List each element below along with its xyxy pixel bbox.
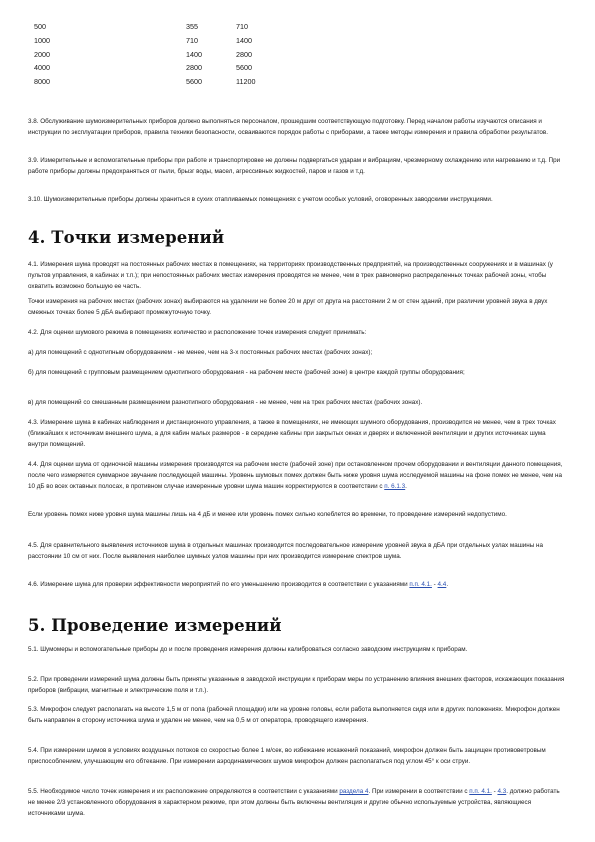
table-cell: 710 (236, 22, 248, 31)
paragraph-4-1-points: Точки измерения на рабочих местах (рабочих зонах) выбираются на удалении не более 20 м друг от друга на расстоянии 2 м от стен зданий, при различии уровней звука в двух смежных точках более 5 дБА выбирают промежуточную точку. (28, 298, 548, 316)
link-p-4-1-b[interactable]: п.п. 4.1. (469, 788, 492, 795)
table-cell: 2000 (34, 49, 50, 59)
table-row (34, 75, 296, 89)
table-cell: 11200 (236, 77, 256, 87)
paragraph-4-2-a: а) для помещений с однотипным оборудованием - не менее, чем на 3-х постоянных рабочих местах (рабочих зонах); (28, 349, 373, 356)
paragraph-4-1: 4.1. Измерения шума проводят на постоянных рабочих местах в помещениях, на территориях производственных предприятий, на производственных сооружениях и в машинах (у пультов управления, в кабинах и т.п.); при непостоянных рабочих местах измерения проводятся не менее, чем в трех равномерно распределенных точках рабочей зоны, чтобы охватить возможно большую ее часть. (28, 261, 553, 290)
link-p-6-1-3[interactable]: п. 6.1.3 (384, 482, 406, 490)
table-cell: 4000 (34, 63, 50, 73)
table-cell: 5600 (186, 77, 202, 87)
table-cell: 2800 (186, 63, 202, 73)
table-cell: 1000 (34, 35, 50, 45)
table-row (34, 34, 296, 48)
section-4-heading: 4. Точки измерений (28, 228, 225, 247)
paragraph-5-4: 5.4. При измерении шумов в условиях воздушных потоков со скоростью более 1 м/сек, во избежание искажений показаний, микрофон должен быть защищен противоветровым приспособлением, улучшающим его обтекание. При измерении аэродинамических шумов микрофон должен располагаться под углом 45° к оси струи. (28, 747, 546, 765)
table-row (34, 48, 296, 62)
paragraph-3-9: 3.9. Измерительные и вспомогательные приборы при работе и транспортировке не должны подвергаться ударам и вибрациям, чрезмерному охлаждению или нагреванию и т.д. При работе приборы должны предохраняться от пыли, брызг воды, масел, агрессивных жидкостей, паров и газов и т.д. (28, 157, 561, 175)
paragraph-5-2: 5.2. При проведении измерений шума должны быть приняты указанные в заводской инструкции к приборам меры по устранению влияния внешних факторов, искажающих показания приборов (вибрации, магнитные и электрические поля и т.п.). (28, 676, 565, 694)
table-cell: 2800 (236, 49, 252, 59)
paragraph-3-8: 3.8. Обслуживание шумоизмерительных приборов должно выполняться персоналом, прошедшим соответствующую подготовку. Перед началом работы изучаются описания и инструкции по эксплуатации приборов, правила техники безопасности, осваиваются порядок работы с приборами, а также методы измерения и правила обработки результатов. (28, 118, 548, 136)
paragraph-4-4-note: Если уровень помех ниже уровня шума машины лишь на 4 дБ и менее или уровень помех сильно колеблется во времени, то проведение измерений недопустимо. (28, 511, 507, 518)
paragraph-5-3: 5.3. Микрофон следует располагать на высоте 1,5 м от пола (рабочей площадки) или на уровне головы, если работа выполняется сидя или в других положениях. Микрофон должен быть направлен в сторону источника шума и удален не менее, чем на 0,5 м от оператора, проводящего измерения. (28, 706, 560, 724)
paragraph-4-5: 4.5. Для сравнительного выявления источников шума в отдельных машинах производится последовательное измерение уровней звука в дБА при отдельных узлах машины на расстоянии 10 см от них. После выявления наиболее шумных узлов машины при них производится измерение спектров шума. (28, 542, 544, 560)
paragraph-4-4 (28, 460, 566, 493)
link-p-4-3[interactable]: 4.3 (497, 788, 507, 795)
link-p-4-1[interactable]: п.п. 4.1. (409, 581, 432, 588)
paragraph-4-2: 4.2. Для оценки шумового режима в помещениях количество и расположение точек измерения следует принимать: (28, 329, 367, 336)
table-cell: 5600 (236, 63, 252, 73)
table-cell: 710 (186, 35, 198, 45)
link-section-4[interactable]: раздела 4 (339, 788, 369, 795)
paragraph-4-2-c: в) для помещений со смешанным размещением разнотипного оборудования - не менее, чем на трех рабочих местах (рабочих зонах). (28, 399, 423, 406)
paragraph-4-4-end: . (405, 482, 407, 490)
table-row (34, 61, 296, 75)
table-cell: 500 (34, 22, 46, 31)
octave-band-table (34, 20, 296, 89)
paragraph-4-2-b: б) для помещений с групповым размещением однотипного оборудования - на рабочем месте (рабочей зоне) в центре каждой группы оборудования; (28, 369, 465, 376)
paragraph-4-3: 4.3. Измерение шума в кабинах наблюдения и дистанционного управления, а также в помещениях, не имеющих шумного оборудования, производится не менее, чем в трех точках (ближайших к источникам внешнего шума, а для кабин малых размеров - в середине кабины при закрытых окнах и дверях и включенной вентиляции и других источниках шума внутри помещений. (28, 419, 556, 448)
paragraph-4-6-end: . (446, 581, 449, 588)
table-cell: 1400 (186, 49, 202, 59)
paragraph-5-5-mid2: - (491, 788, 498, 795)
paragraph-5-5-text: 5.5. Необходимое число точек измерения и их расположение определяются в соответствии с указаниями (28, 788, 340, 795)
paragraph-3-10: 3.10. Шумоизмерительные приборы должны храниться в сухих отапливаемых помещениях с учетом особых условий, оговоренных заводскими инструкциями. (28, 196, 493, 203)
paragraph-5-5-end: . должно работать не менее 2/3 установленного оборудования в характерном режиме, при этом должны быть включены вентиляция и другие обычно используемые устройства, являющиеся источниками шума. (28, 788, 560, 817)
paragraph-4-6 (28, 580, 566, 591)
section-5-heading: 5. Проведение измерений (28, 616, 282, 635)
paragraph-4-6-sep: - (431, 581, 438, 588)
table-cell: 355 (186, 22, 198, 31)
paragraph-4-4-text: 4.4. Для оценки шума от одиночной машины измерения производятся на рабочем месте (рабочей зоне) при остановленном прочем оборудовании и вентиляции данного помещения, после чего измеряется суммарное звучание последующей машины. Уровень шумовых помех должен быть ниже уровня шума исследуемой машины на фоне помех не менее, чем на 10 дБ во всех октавных полосах, в противном случае измеренные уровни шума машин корректируются в соответствии с (28, 461, 563, 490)
paragraph-4-6-text: 4.6. Измерение шума для проверки эффективности мероприятий по его уменьшению производится в соответствии с указаниями (28, 581, 410, 588)
table-row (34, 20, 296, 34)
paragraph-5-5-mid1: . При измерении в соответствии с (368, 788, 470, 795)
paragraph-5-1: 5.1. Шумомеры и вспомогательные приборы до и после проведения измерения должны калиброваться согласно заводским инструкциям к приборам. (28, 646, 468, 653)
link-p-4-4[interactable]: 4.4 (437, 581, 447, 588)
table-cell: 1400 (236, 35, 252, 45)
table-cell: 8000 (34, 77, 50, 87)
paragraph-5-5 (28, 787, 566, 820)
